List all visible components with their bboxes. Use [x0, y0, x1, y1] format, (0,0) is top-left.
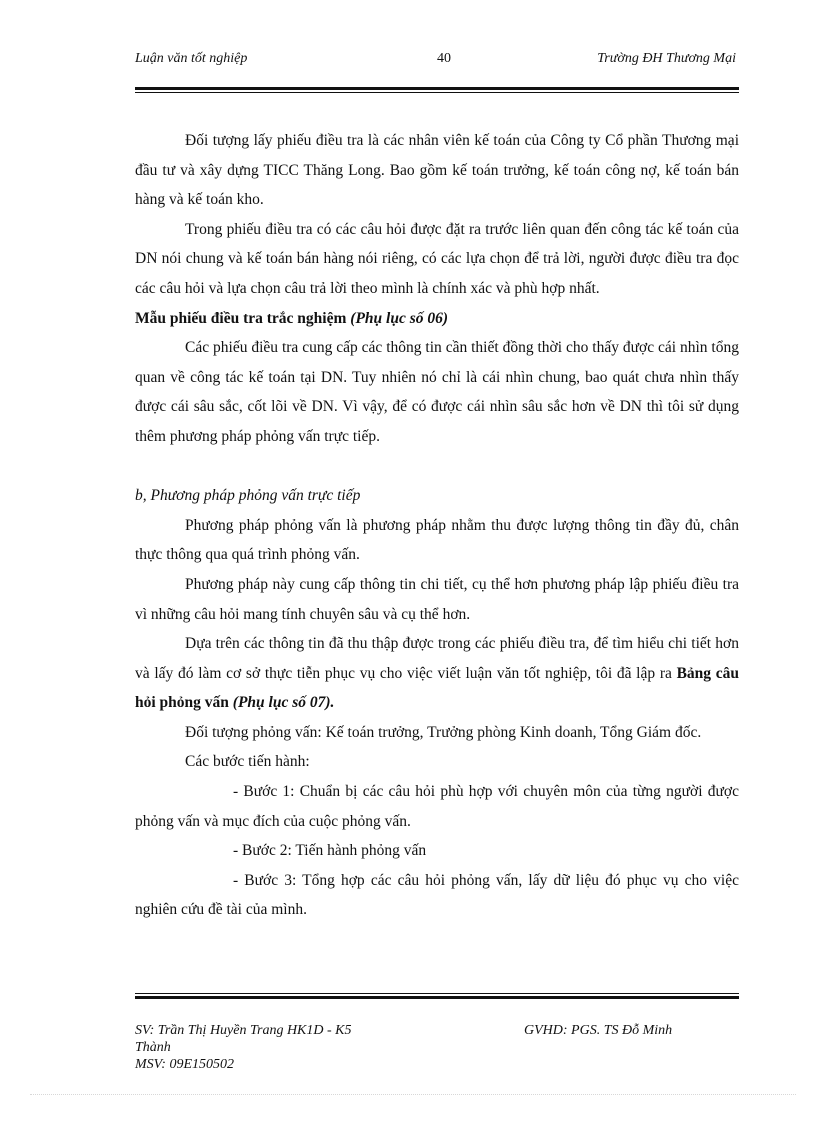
- section-spacer: [135, 452, 739, 482]
- footer-advisor-continuation: Thành: [135, 1040, 171, 1055]
- page-bottom-dotted-edge: [30, 1094, 796, 1095]
- paragraph-survey-subjects: Đối tượng lấy phiếu điều tra là các nhân viên kế toán của Công ty Cổ phần Thương mại đầu tư và xây dựng TICC Thăng Long. Bao gồm kế toán trưởng, kế toán công nợ, kế toán bán hàng và kế toán kho.: [135, 132, 739, 209]
- paragraph-interview-definition: Phương pháp phỏng vấn là phương pháp nhằm thu được lượng thông tin đầy đủ, chân thực thông qua quá trình phỏng vấn.: [135, 516, 739, 564]
- sample-survey-title: Mẫu phiếu điều tra trắc nghiệm: [135, 309, 347, 327]
- sample-survey-appendix-ref: (Phụ lục số 06): [350, 309, 449, 327]
- paragraph-interviewees: Đối tượng phỏng vấn: Kế toán trưởng, Trưởng phòng Kinh doanh, Tổng Giám đốc.: [185, 723, 702, 741]
- sample-survey-heading: [135, 304, 739, 334]
- footer-rule-thin: [135, 993, 739, 994]
- paragraph-survey-content: Trong phiếu điều tra có các câu hỏi được đặt ra trước liên quan đến công tác kế toán của DN nói chung và kế toán bán hàng nói riêng, có các lựa chọn để trả lời, người được điều tra đọc các câu hỏi và lựa chọn câu trả lời theo mình là chính xác và phù hợp nhất.: [135, 220, 739, 297]
- footer-advisor: GVHD: PGS. TS Đỗ Minh: [524, 1023, 673, 1038]
- paragraph-survey-limits: Các phiếu điều tra cung cấp các thông tin cần thiết đồng thời cho thấy được cái nhìn tổng quan về công tác kế toán tại DN. Tuy nhiên nó chỉ là cái nhìn chung, bao quát chưa nhìn thấy được cái sâu sắc, cốt lõi về DN. Vì vậy, để có được cái nhìn sâu sắc hơn về DN thì tôi sử dụng thêm phương pháp phỏng vấn trực tiếp.: [135, 339, 739, 445]
- step-1: - Bước 1: Chuẩn bị các câu hỏi phù hợp với chuyên môn của từng người được phỏng vấn và mục đích của cuộc phỏng vấn.: [135, 783, 739, 830]
- interview-table-text: Dựa trên các thông tin đã thu thập được trong các phiếu điều tra, để tìm hiểu chi tiết hơn và lấy đó làm cơ sở thực tiễn phục vụ cho việc viết luận văn tốt nghiệp, tôi đã lập ra: [135, 635, 739, 682]
- interview-table-title: Bảng câu hỏi phỏng vấn: [135, 664, 739, 712]
- footer-student-name: SV: Trần Thị Huyền Trang HK1D - K5: [135, 1023, 352, 1038]
- steps-intro: Các bước tiến hành:: [185, 753, 310, 771]
- step-2: - Bước 2: Tiến hành phỏng vấn: [233, 842, 427, 860]
- header-rule-thick: [135, 87, 739, 90]
- footer-student-id: MSV: 09E150502: [135, 1057, 235, 1072]
- body-text: [135, 126, 739, 925]
- header-thesis-label: Luận văn tốt nghiệp: [135, 51, 248, 66]
- paragraph-interview-detail: Phương pháp này cung cấp thông tin chi tiết, cụ thể hơn phương pháp lập phiếu điều tra vì những câu hỏi mang tính chuyên sâu và cụ thể hơn.: [135, 575, 739, 623]
- paragraph-interview-table: [135, 629, 739, 718]
- header-rule-thin: [135, 92, 739, 93]
- step-3: - Bước 3: Tổng hợp các câu hỏi phỏng vấn, lấy dữ liệu đó phục vụ cho việc nghiên cứu đề tài của mình.: [135, 871, 739, 919]
- page-number: 40: [437, 51, 451, 66]
- header-university-label: Trường ĐH Thương Mại: [597, 51, 736, 66]
- interview-table-appendix-ref: (Phụ lục số 07).: [232, 694, 335, 712]
- section-b-heading: b, Phương pháp phỏng vấn trực tiếp: [135, 487, 361, 505]
- footer-rule-thick: [135, 996, 739, 999]
- footer-student-block: [135, 1022, 405, 1073]
